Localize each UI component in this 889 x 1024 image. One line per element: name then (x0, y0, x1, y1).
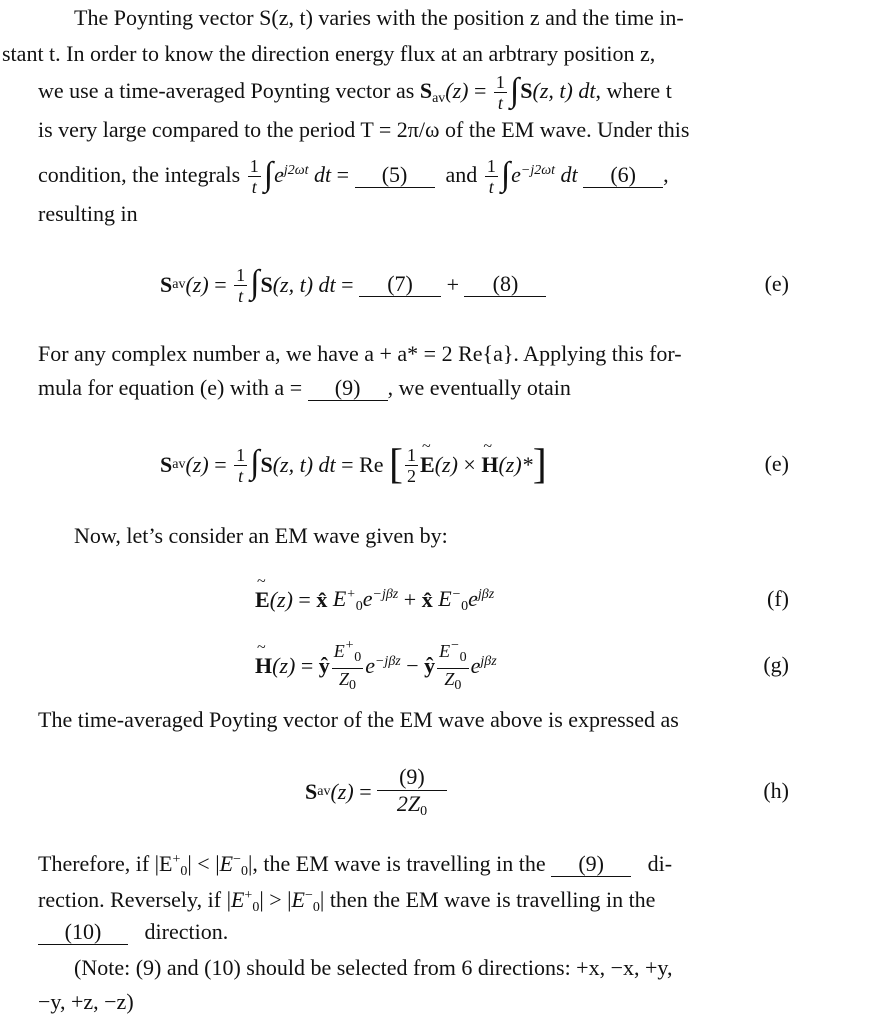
note-line1: (Note: (9) and (10) should be selected from 6 directions: +x, −x, +y, (74, 955, 673, 980)
label-f: (f) (767, 586, 789, 611)
p1-line6: resulting in (38, 201, 138, 226)
p5-line2: rection. Reversely, if $|E^+_0| > |E^-_0|$ then the EM wave is travelling in the (38, 887, 656, 915)
blank-7[interactable]: (7) (359, 273, 441, 297)
p1-line4: is very large compared to the period T = 2π/ω of the EM wave. Under this (38, 117, 690, 142)
p1-line1: The Poynting vector S(z, t) varies with the position z and the time in- (74, 5, 684, 30)
paragraph-1 (2, 0, 852, 72)
equation-g: ~ H (z) = ŷ $\frac{E^+_0}{Z_0}$ $e^{-j\beta z}$ − ŷ $\frac{E^-_0}{Z_0}$ $e^{j\beta z}$ (g) (0, 636, 889, 696)
label-g: (g) (763, 652, 789, 677)
equation-f: ~ E (z) = x̂ $E^+_0e^{-j\beta z}$ + x̂ $E^-_0e^{j\beta z}$ (f) (0, 570, 889, 630)
blank-5[interactable]: (5) (355, 164, 435, 188)
blank-8[interactable]: (8) (464, 273, 546, 297)
blank-9-a[interactable]: (9) (308, 377, 388, 401)
p1-line2: stant t. In order to know the direction energy flux at an arbtrary position z, (2, 41, 656, 66)
p5-line1: Therefore, if $|E^+_0| < |E^-_0|$, the EM wave is travelling in the (9) di- (38, 851, 673, 879)
equation-h: S av (z) = (9) $2Z_0$ (h) (305, 764, 789, 819)
p1-line5: condition, the integrals $\frac{1}{t}$ $\int e^{j2\omega t}$ dt = (5) and $\frac{1}{t}$ $\int e^{-j2\omega t}$ dt (6) , (38, 155, 669, 198)
p4-text: The time-averaged Poyting vector of the EM wave above is expressed as (38, 707, 679, 732)
p2-line1: For any complex number a, we have a + a* = 2 Re{a}. Applying this for- (38, 341, 682, 366)
blank-10[interactable]: (10) (38, 921, 128, 945)
equation-e-1: S av (z) = $\frac{1}{t}$ ∫ S (z, t) dt = (7) + (8) (e) (160, 264, 789, 306)
p3-text: Now, let’s consider an EM wave given by: (74, 523, 448, 548)
label-e-2: (e) (764, 451, 789, 476)
blank-9-h[interactable]: (9) (377, 764, 447, 791)
equation-e-2: S av (z) = $\frac{1}{t}$ ∫ S (z, t) dt = Re [ $\frac{1}{2}$ ~ E (z) × ~ H (z)* ] (e) (0, 435, 889, 495)
p2-line2: mula for equation (e) with a = (9) , we eventually otain (38, 375, 571, 400)
fraction-1-over-t: $\frac{1}{t}$ (495, 72, 505, 114)
label-h: (h) (763, 778, 789, 803)
blank-9-b[interactable]: (9) (551, 853, 631, 877)
note-line2: −y, +z, −z) (38, 989, 134, 1014)
blank-6[interactable]: (6) (583, 164, 663, 188)
p1-line3: we use a time-averaged Poynting vector as $S_{av}(z)$ = $\frac{1}{t}$ ∫S(z, t) dt, where t (38, 71, 672, 114)
p5-line3: (10) direction. (38, 914, 852, 950)
label-e-1: (e) (764, 271, 789, 296)
